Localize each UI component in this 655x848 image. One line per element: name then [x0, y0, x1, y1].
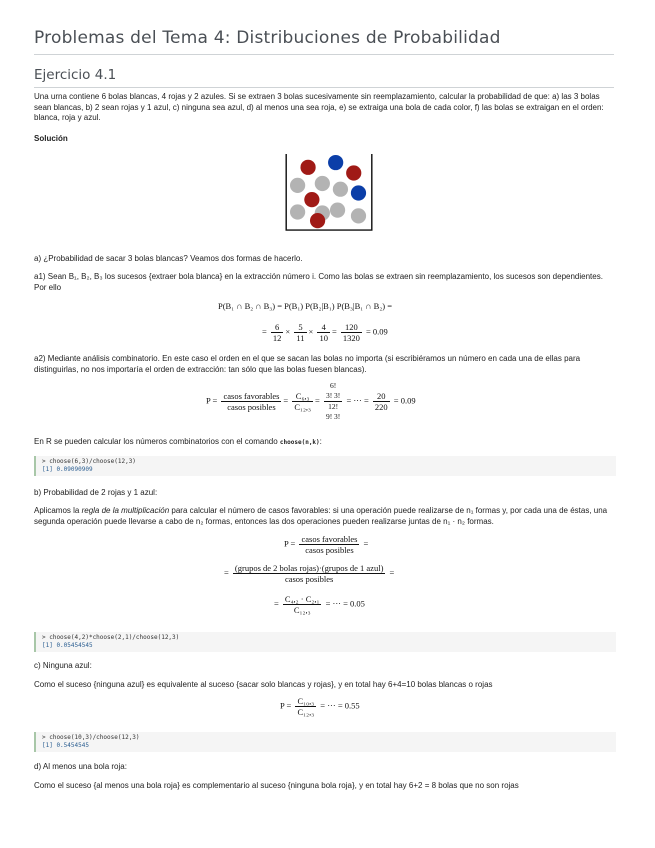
- red-ball: [304, 192, 319, 207]
- white-ball: [351, 208, 366, 223]
- a1-equation-1: P(B₁ ∩ B₂ ∩ B₃) = P(B₁) P(B₂|B₁) P(B₃|B₁ ∩ B₂) =: [218, 301, 393, 311]
- blue-ball: [328, 155, 343, 170]
- d-paragraph: Como el suceso {al menos una bola roja} es complementario al suceso {ninguna bola roja}, y en total hay 6+2 = 8 bolas que no son rojas: [34, 781, 519, 790]
- code-block-3: [34, 732, 616, 752]
- r-command-paragraph: En R se pueden calcular los números combinatorios con el comando choose(n,k):: [34, 437, 322, 446]
- section-d-title: d) Al menos una bola roja:: [34, 762, 127, 771]
- a1-equation-2: = $\frac{6}{12}$ × $\frac{5}{11}$ × $\frac{4}{10}$ = $\frac{120}{1320}$ = 0.09: [262, 322, 388, 343]
- section-a-title: a) ¿Probabilidad de sacar 3 bolas blancas? Veamos dos formas de hacerlo.: [34, 254, 303, 263]
- white-ball: [315, 176, 330, 191]
- section-b-title: b) Probabilidad de 2 rojas y 1 azul:: [34, 488, 158, 497]
- a2-paragraph: a2) Mediante análisis combinatorio. En este caso el orden en el que se sacan las bolas no importa (si escribiéramos un número en cada una de ellas para distinguirlas, no nos importaría el orden de extracción: tan sólo que las bolas fuesen blancas).: [34, 354, 581, 374]
- page-title: Problemas del Tema 4: Distribuciones de Probabilidad: [34, 28, 614, 55]
- a2-equation: P = $\frac{\text{casos favorables}}{\text{casos posibles}}$ = $\frac{\text{C₆,₃}}{\text{C₁₂,₃}}$ = 6! 3! 3! 12! 9! 3! = ··· = $\frac{20}{220}$ = 0.09: [206, 381, 416, 421]
- code-command: > choose(10,3)/choose(12,3): [42, 734, 140, 741]
- urn-figure: [282, 154, 376, 232]
- r-inline-code: choose(n,k): [279, 439, 320, 446]
- code-block-1: [34, 456, 616, 476]
- exercise-heading: Ejercicio 4.1: [34, 67, 614, 88]
- b-equation-3: = $\frac{\text{C₄,₂ · C₂,₁}}{\text{C₁₂,₃}}$ = ··· = 0.05: [274, 594, 365, 615]
- b-paragraph: Aplicamos la regla de la multiplicación para calcular el número de casos favorables: si una operación puede realizarse de n₁ formas y, por cada una de éstas, una segunda operación puede llevarse a cabo de n₂ formas, entonces las dos operaciones pueden realizarse juntas de n₁ · n₂ formas.: [34, 506, 608, 526]
- code-output: [1] 0.5454545: [42, 742, 89, 749]
- section-c-title: c) Ninguna azul:: [34, 661, 92, 670]
- code-command: > choose(6,3)/choose(12,3): [42, 458, 136, 465]
- red-ball: [346, 165, 361, 180]
- red-ball: [310, 213, 325, 228]
- blue-ball: [351, 185, 366, 200]
- solution-label: Solución: [34, 134, 68, 143]
- document-page: [34, 28, 614, 790]
- intro-paragraph: Una urna contiene 6 bolas blancas, 4 rojas y 2 azules. Si se extraen 3 bolas sucesivamente sin reemplazamiento, calcular la probabilidad de que: a) las 3 bolas sean blancas, b) 2 sean rojas y 1 azul, c) ninguna sea azul, d) al menos una sea roja, e) se extraiga una bola de cada color, f) las bolas se extraigan en el orden: blanca, roja y azul.: [34, 92, 604, 122]
- code-output: [1] 0.09090909: [42, 466, 93, 473]
- code-command: > choose(4,2)*choose(2,1)/choose(12,3): [42, 634, 180, 641]
- code-output: [1] 0.05454545: [42, 642, 93, 649]
- c-paragraph: Como el suceso {ninguna azul} es equivalente al suceso {sacar solo blancas y rojas}, y en total hay 6+4=10 bolas blancas o rojas: [34, 680, 493, 689]
- b-equation-2: = $\frac{\text{(grupos de 2 bolas rojas)·(grupos de 1 azul)}}{\text{casos posibles}}$ =: [224, 563, 395, 584]
- white-ball: [290, 204, 305, 219]
- c-equation: P = $\frac{\text{C₁₀,₃}}{\text{C₁₂,₃}}$ = ··· = 0.55: [280, 696, 360, 717]
- b-equation-1: P = $\frac{\text{casos favorables}}{\text{casos posibles}}$ =: [284, 534, 369, 555]
- white-ball: [290, 178, 305, 193]
- white-ball: [330, 203, 345, 218]
- code-block-2: [34, 632, 616, 652]
- white-ball: [333, 182, 348, 197]
- a1-paragraph: a1) Sean B₁, B₂, B₃ los sucesos {extraer bola blanca} en la extracción número i. Como las bolas se extraen sin reemplazamiento, los sucesos son dependientes. Por ello: [34, 272, 603, 292]
- red-ball: [300, 160, 315, 175]
